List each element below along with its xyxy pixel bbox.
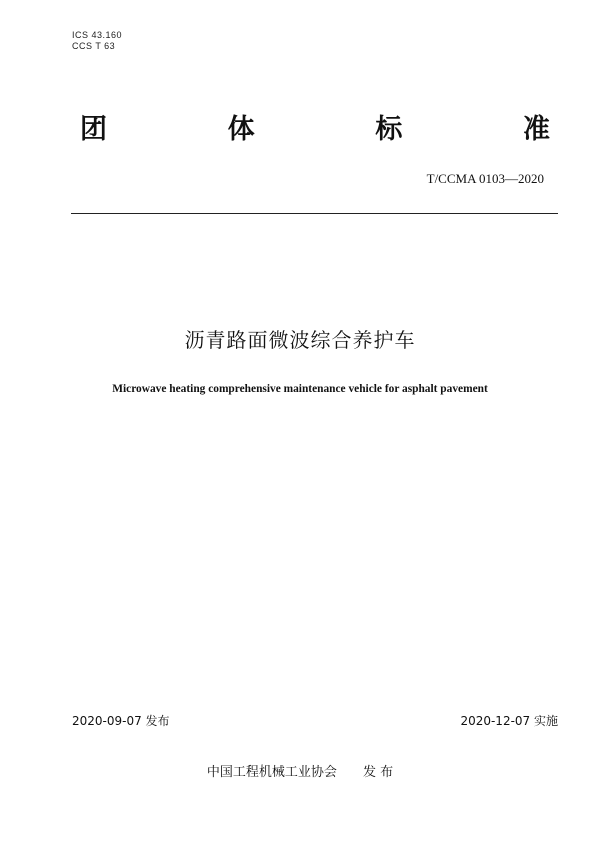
- publisher-line: [0, 764, 600, 782]
- standard-number: T/CCMA 0103—2020: [426, 171, 544, 186]
- title-english: Microwave heating comprehensive maintenance vehicle for asphalt pavement: [112, 383, 488, 395]
- title-chinese: 沥青路面微波综合养护车: [184, 328, 416, 352]
- classification-codes: [72, 30, 122, 52]
- standard-type-char: 体: [227, 114, 255, 145]
- standard-type-char: 标: [375, 114, 403, 145]
- standard-type-char: 准: [522, 114, 550, 145]
- standard-type-heading: [80, 112, 550, 148]
- ccs-code: CCS T 63: [72, 41, 116, 51]
- header-divider: [71, 213, 558, 214]
- publisher-name: 中国工程机械工业协会: [206, 765, 337, 780]
- issue-date: 2020-09-07 发布: [72, 714, 170, 728]
- standard-type-char: 团: [80, 114, 107, 145]
- publisher-action: 发 布: [362, 765, 394, 780]
- ics-code: ICS 43.160: [72, 30, 123, 40]
- implementation-date: 2020-12-07 实施: [460, 714, 558, 728]
